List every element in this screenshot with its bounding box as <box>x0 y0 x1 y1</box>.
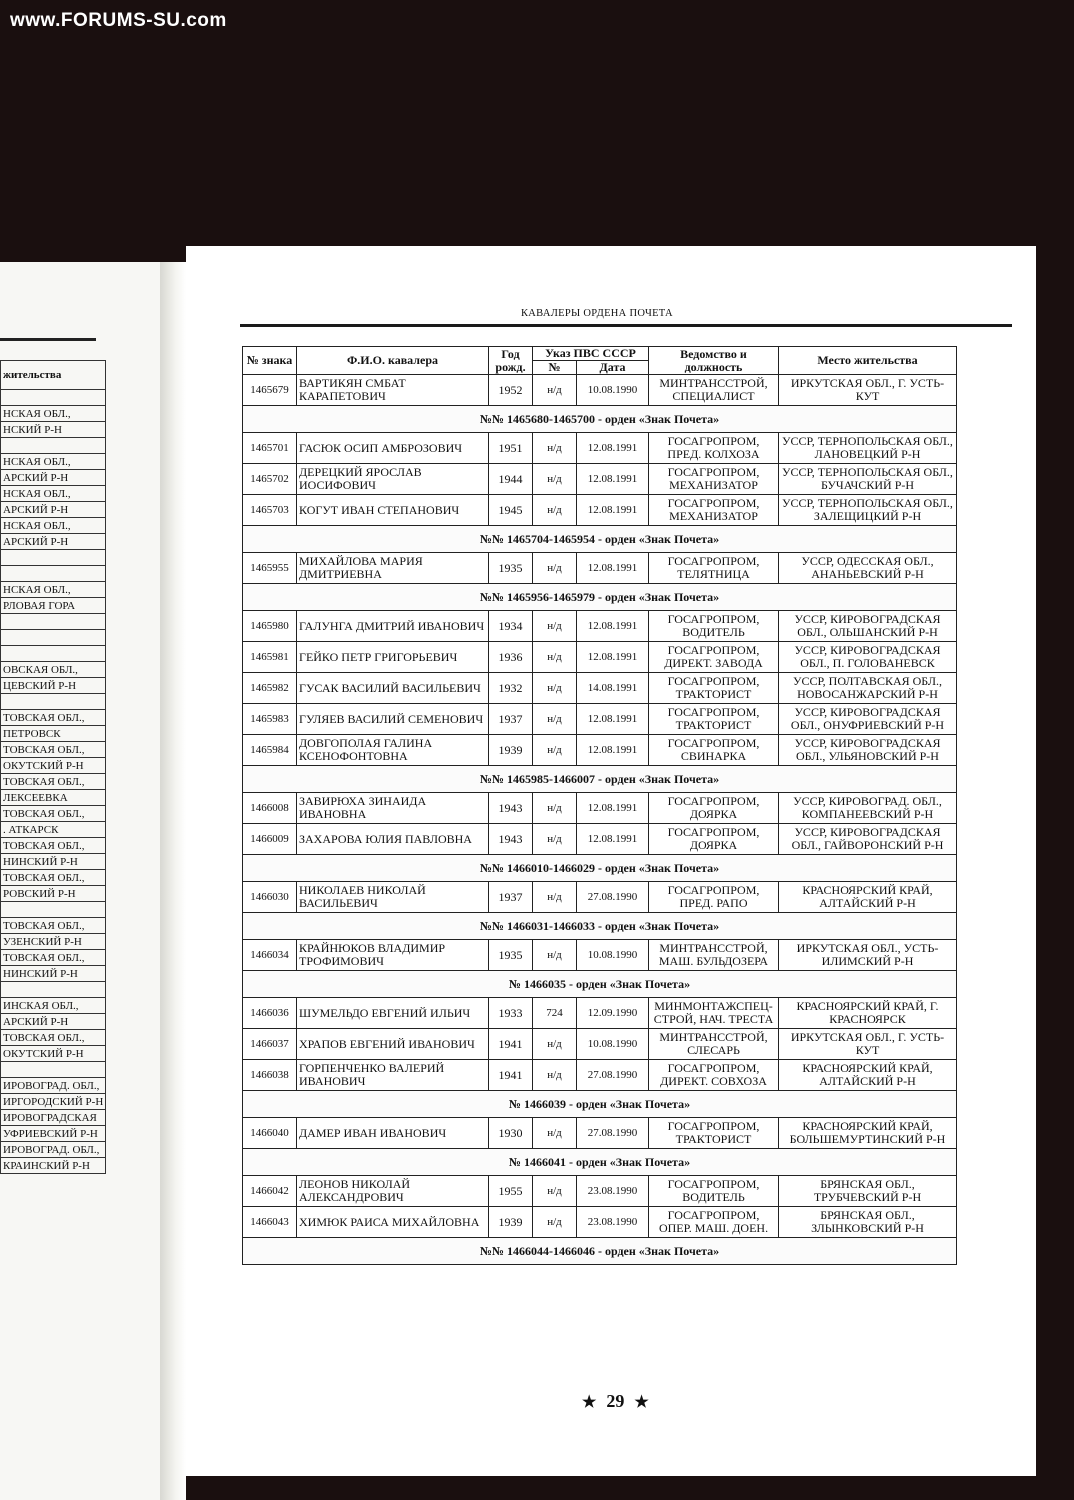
series-band-row <box>243 1149 957 1176</box>
cell-year: 1941 <box>489 1029 533 1060</box>
cell-num: 1466037 <box>243 1029 297 1060</box>
cell-decree-date: 12.08.1991 <box>577 611 649 642</box>
cell-decree-no: н/д <box>533 735 577 766</box>
cell-dept: ГОСАГРОПРОМ, ТРАКТОРИСТ <box>649 704 779 735</box>
cell-year: 1939 <box>489 1207 533 1238</box>
cell-dept: МИНТРАНССТРОЙ, МАШ. БУЛЬДОЗЕРА <box>649 940 779 971</box>
left-cell: ИРОВОГРАДСКАЯ <box>1 1110 106 1126</box>
cell-num: 1466042 <box>243 1176 297 1207</box>
cell-place: УССР, ТЕРНОПОЛЬСКАЯ ОБЛ., БУЧАЧСКИЙ Р-Н <box>779 464 957 495</box>
cell-year: 1935 <box>489 940 533 971</box>
left-cell <box>1 1062 106 1078</box>
cell-name: ГЕЙКО ПЕТР ГРИГОРЬЕВИЧ <box>297 642 489 673</box>
cell-year: 1951 <box>489 433 533 464</box>
cell-dept: МИНТРАНССТРОЙ, СЛЕСАРЬ <box>649 1029 779 1060</box>
table-row <box>243 1207 957 1238</box>
cell-name: ГАСЮК ОСИП АМБРОЗОВИЧ <box>297 433 489 464</box>
left-page <box>0 262 160 1500</box>
cell-place: УССР, КИРОВОГРАДСКАЯ ОБЛ., ОЛЬШАНСКИЙ Р-Н <box>779 611 957 642</box>
left-page-table <box>0 360 106 1174</box>
series-band-row <box>243 913 957 940</box>
table-row <box>243 464 957 495</box>
cell-dept: ГОСАГРОПРОМ, ДИРЕКТ. ЗАВОДА <box>649 642 779 673</box>
cell-name: КОГУТ ИВАН СТЕПАНОВИЧ <box>297 495 489 526</box>
cell-name: ХИМЮК РАИСА МИХАЙЛОВНА <box>297 1207 489 1238</box>
left-cell: НСКАЯ ОБЛ., <box>1 454 106 470</box>
cell-year: 1935 <box>489 553 533 584</box>
left-cell <box>1 438 106 454</box>
cell-place: УССР, КИРОВОГРАДСКАЯ ОБЛ., ОНУФРИЕВСКИЙ Р-Н <box>779 704 957 735</box>
cell-dept: ГОСАГРОПРОМ, ВОДИТЕЛЬ <box>649 1176 779 1207</box>
cell-decree-no: н/д <box>533 704 577 735</box>
left-cell: ТОВСКАЯ ОБЛ., <box>1 950 106 966</box>
cell-decree-no: н/д <box>533 1207 577 1238</box>
col-header-dept: Ведомство и должность <box>649 347 779 375</box>
left-cell: ОКУТСКИЙ Р-Н <box>1 1046 106 1062</box>
cell-dept: ГОСАГРОПРОМ, ПРЕД. КОЛХОЗА <box>649 433 779 464</box>
cell-dept: ГОСАГРОПРОМ, СВИНАРКА <box>649 735 779 766</box>
series-band: №№ 1466031-1466033 - орден «Знак Почета» <box>243 913 957 940</box>
left-cell: ЛЕКСЕЕВКА <box>1 790 106 806</box>
cell-place: БРЯНСКАЯ ОБЛ., ЗЛЫНКОВСКИЙ Р-Н <box>779 1207 957 1238</box>
col-header-decree-date: Дата <box>577 361 649 375</box>
cell-num: 1466009 <box>243 824 297 855</box>
cell-dept: ГОСАГРОПРОМ, ДОЯРКА <box>649 793 779 824</box>
table-row <box>243 1118 957 1149</box>
cell-name: ЗАХАРОВА ЮЛИЯ ПАВЛОВНА <box>297 824 489 855</box>
table-row <box>243 735 957 766</box>
cell-year: 1937 <box>489 704 533 735</box>
cell-year: 1955 <box>489 1176 533 1207</box>
table-row <box>243 998 957 1029</box>
cell-year: 1937 <box>489 882 533 913</box>
cell-decree-date: 10.08.1990 <box>577 375 649 406</box>
cell-num: 1466034 <box>243 940 297 971</box>
cell-name: ВАРТИКЯН СМБАТ КАРАПЕТОВИЧ <box>297 375 489 406</box>
cell-place: КРАСНОЯРСКИЙ КРАЙ, АЛТАЙСКИЙ Р-Н <box>779 1060 957 1091</box>
col-header-decree: Указ ПВС СССР <box>533 347 649 361</box>
cell-num: 1465955 <box>243 553 297 584</box>
table-row <box>243 611 957 642</box>
cell-year: 1933 <box>489 998 533 1029</box>
series-band: №№ 1466044-1466046 - орден «Знак Почета» <box>243 1238 957 1265</box>
left-col-header: жительства <box>1 361 106 390</box>
cell-year: 1941 <box>489 1060 533 1091</box>
cell-place: УССР, ПОЛТАВСКАЯ ОБЛ., НОВОСАНЖАРСКИЙ Р-Н <box>779 673 957 704</box>
left-head-rule <box>0 338 96 341</box>
cell-name: ЗАВИРЮХА ЗИНАИДА ИВАНОВНА <box>297 793 489 824</box>
cell-decree-no: н/д <box>533 464 577 495</box>
cell-num: 1465703 <box>243 495 297 526</box>
cell-num: 1465982 <box>243 673 297 704</box>
cell-decree-no: н/д <box>533 375 577 406</box>
series-band: № 1466041 - орден «Знак Почета» <box>243 1149 957 1176</box>
left-cell <box>1 390 106 406</box>
cell-decree-no: н/д <box>533 793 577 824</box>
cell-num: 1466040 <box>243 1118 297 1149</box>
table-row <box>243 1176 957 1207</box>
left-cell: ПЕТРОВСК <box>1 726 106 742</box>
cell-decree-date: 12.08.1991 <box>577 464 649 495</box>
series-band-row <box>243 971 957 998</box>
series-band-row <box>243 584 957 611</box>
cell-year: 1943 <box>489 824 533 855</box>
cell-dept: ГОСАГРОПРОМ, ОПЕР. МАШ. ДОЕН. <box>649 1207 779 1238</box>
cell-dept: ГОСАГРОПРОМ, ДОЯРКА <box>649 824 779 855</box>
cell-num: 1466008 <box>243 793 297 824</box>
cell-name: КРАЙНЮКОВ ВЛАДИМИР ТРОФИМОВИЧ <box>297 940 489 971</box>
left-cell: НСКАЯ ОБЛ., <box>1 518 106 534</box>
left-cell <box>1 550 106 566</box>
cell-decree-no: н/д <box>533 495 577 526</box>
cell-num: 1465983 <box>243 704 297 735</box>
series-band: № 1466039 - орден «Знак Почета» <box>243 1091 957 1118</box>
left-cell <box>1 614 106 630</box>
left-cell: ОКУТСКИЙ Р-Н <box>1 758 106 774</box>
cell-decree-no: н/д <box>533 940 577 971</box>
left-cell: ТОВСКАЯ ОБЛ., <box>1 742 106 758</box>
series-band-row <box>243 855 957 882</box>
left-cell: НИНСКИЙ Р-Н <box>1 966 106 982</box>
series-band: №№ 1465680-1465700 - орден «Знак Почета» <box>243 406 957 433</box>
left-cell: ОВСКАЯ ОБЛ., <box>1 662 106 678</box>
col-header-decree-no: № <box>533 361 577 375</box>
right-page <box>186 246 1036 1476</box>
left-cell: КРАИНСКИЙ Р-Н <box>1 1158 106 1174</box>
cell-name: ДЕРЕЦКИЙ ЯРОСЛАВ ИОСИФОВИЧ <box>297 464 489 495</box>
cell-decree-date: 12.08.1991 <box>577 642 649 673</box>
cell-name: ГУЛЯЕВ ВАСИЛИЙ СЕМЕНОВИЧ <box>297 704 489 735</box>
cell-place: БРЯНСКАЯ ОБЛ., ТРУБЧЕВСКИЙ Р-Н <box>779 1176 957 1207</box>
left-cell: ИНСКАЯ ОБЛ., <box>1 998 106 1014</box>
left-cell: ЦЕВСКИЙ Р-Н <box>1 678 106 694</box>
series-band: №№ 1465956-1465979 - орден «Знак Почета» <box>243 584 957 611</box>
col-header-name: Ф.И.О. кавалера <box>297 347 489 375</box>
cell-num: 1465679 <box>243 375 297 406</box>
table-row <box>243 553 957 584</box>
left-cell: НСКАЯ ОБЛ., <box>1 406 106 422</box>
col-header-num: № знака <box>243 347 297 375</box>
cell-place: КРАСНОЯРСКИЙ КРАЙ, АЛТАЙСКИЙ Р-Н <box>779 882 957 913</box>
cell-dept: МИНМОНТАЖСПЕЦ-СТРОЙ, НАЧ. ТРЕСТА <box>649 998 779 1029</box>
series-band: №№ 1466010-1466029 - орден «Знак Почета» <box>243 855 957 882</box>
page-number <box>572 1391 659 1412</box>
cell-year: 1943 <box>489 793 533 824</box>
cell-name: ЛЕОНОВ НИКОЛАЙ АЛЕКСАНДРОВИЧ <box>297 1176 489 1207</box>
series-band: №№ 1465704-1465954 - орден «Знак Почета» <box>243 526 957 553</box>
cell-name: ГУСАК ВАСИЛИЙ ВАСИЛЬЕВИЧ <box>297 673 489 704</box>
cell-dept: ГОСАГРОПРОМ, ТЕЛЯТНИЦА <box>649 553 779 584</box>
cell-dept: ГОСАГРОПРОМ, МЕХАНИЗАТОР <box>649 464 779 495</box>
cell-place: УССР, ОДЕССКАЯ ОБЛ., АНАНЬЕВСКИЙ Р-Н <box>779 553 957 584</box>
left-cell <box>1 982 106 998</box>
left-cell: НСКАЯ ОБЛ., <box>1 582 106 598</box>
table-row <box>243 495 957 526</box>
cell-place: ИРКУТСКАЯ ОБЛ., УСТЬ-ИЛИМСКИЙ Р-Н <box>779 940 957 971</box>
table-row <box>243 433 957 464</box>
cell-decree-no: 724 <box>533 998 577 1029</box>
col-header-place: Место жительства <box>779 347 957 375</box>
left-cell: РЛОВАЯ ГОРА <box>1 598 106 614</box>
left-cell: . АТКАРСК <box>1 822 106 838</box>
cell-decree-no: н/д <box>533 1029 577 1060</box>
left-cell: АРСКИЙ Р-Н <box>1 1014 106 1030</box>
left-cell: ИРОВОГРАД. ОБЛ., <box>1 1078 106 1094</box>
cell-year: 1939 <box>489 735 533 766</box>
left-cell: ТОВСКАЯ ОБЛ., <box>1 806 106 822</box>
left-cell: УФРИЕВСКИЙ Р-Н <box>1 1126 106 1142</box>
left-cell: АРСКИЙ Р-Н <box>1 534 106 550</box>
table-row <box>243 375 957 406</box>
cell-name: ГОРПЕНЧЕНКО ВАЛЕРИЙ ИВАНОВИЧ <box>297 1060 489 1091</box>
cell-num: 1465981 <box>243 642 297 673</box>
cell-num: 1466030 <box>243 882 297 913</box>
cell-dept: ГОСАГРОПРОМ, ВОДИТЕЛЬ <box>649 611 779 642</box>
cell-decree-no: н/д <box>533 611 577 642</box>
left-cell: УЗЕНСКИЙ Р-Н <box>1 934 106 950</box>
running-head: КАВАЛЕРЫ ОРДЕНА ПОЧЕТА <box>521 308 673 319</box>
cell-decree-date: 27.08.1990 <box>577 1060 649 1091</box>
left-cell: ИРГОРОДСКИЙ Р-Н <box>1 1094 106 1110</box>
cell-year: 1944 <box>489 464 533 495</box>
cell-decree-no: н/д <box>533 553 577 584</box>
cell-decree-date: 10.08.1990 <box>577 1029 649 1060</box>
series-band-row <box>243 1091 957 1118</box>
cell-place: УССР, КИРОВОГРАДСКАЯ ОБЛ., УЛЬЯНОВСКИЙ Р-Н <box>779 735 957 766</box>
left-cell <box>1 902 106 918</box>
series-band-row <box>243 766 957 793</box>
site-watermark: www.FORUMS-SU.com <box>10 10 227 31</box>
cell-decree-date: 23.08.1990 <box>577 1176 649 1207</box>
cell-name: ДОВГОПОЛАЯ ГАЛИНА КСЕНОФОНТОВНА <box>297 735 489 766</box>
series-band-row <box>243 1238 957 1265</box>
left-cell: АРСКИЙ Р-Н <box>1 502 106 518</box>
cell-num: 1465701 <box>243 433 297 464</box>
head-rule <box>240 324 1012 327</box>
cell-decree-no: н/д <box>533 1118 577 1149</box>
cell-dept: ГОСАГРОПРОМ, ТРАКТОРИСТ <box>649 1118 779 1149</box>
left-cell <box>1 694 106 710</box>
table-row <box>243 882 957 913</box>
cell-decree-no: н/д <box>533 824 577 855</box>
cell-decree-date: 23.08.1990 <box>577 1207 649 1238</box>
col-header-year: Год рожд. <box>489 347 533 375</box>
left-cell: ТОВСКАЯ ОБЛ., <box>1 710 106 726</box>
cell-year: 1952 <box>489 375 533 406</box>
left-cell: РОВСКИЙ Р-Н <box>1 886 106 902</box>
cell-decree-date: 12.09.1990 <box>577 998 649 1029</box>
cell-place: ИРКУТСКАЯ ОБЛ., Г. УСТЬ-КУТ <box>779 1029 957 1060</box>
cell-name: ДАМЕР ИВАН ИВАНОВИЧ <box>297 1118 489 1149</box>
series-band: №№ 1465985-1466007 - орден «Знак Почета» <box>243 766 957 793</box>
cell-decree-date: 14.08.1991 <box>577 673 649 704</box>
star-icon: ★ <box>634 1394 649 1411</box>
cell-decree-no: н/д <box>533 1176 577 1207</box>
cell-dept: ГОСАГРОПРОМ, ДИРЕКТ. СОВХОЗА <box>649 1060 779 1091</box>
cell-place: УССР, КИРОВОГРАДСКАЯ ОБЛ., ГАЙВОРОНСКИЙ Р-Н <box>779 824 957 855</box>
left-cell <box>1 630 106 646</box>
left-cell: НСКИЙ Р-Н <box>1 422 106 438</box>
table-row <box>243 940 957 971</box>
cell-place: КРАСНОЯРСКИЙ КРАЙ, Г. КРАСНОЯРСК <box>779 998 957 1029</box>
table-row <box>243 1060 957 1091</box>
cell-name: ШУМЕЛЬДО ЕВГЕНИЙ ИЛЬИЧ <box>297 998 489 1029</box>
cell-num: 1465702 <box>243 464 297 495</box>
cell-place: УССР, ТЕРНОПОЛЬСКАЯ ОБЛ., ЛАНОВЕЦКИЙ Р-Н <box>779 433 957 464</box>
table-row <box>243 704 957 735</box>
cell-decree-date: 27.08.1990 <box>577 1118 649 1149</box>
cell-decree-date: 12.08.1991 <box>577 735 649 766</box>
left-cell <box>1 646 106 662</box>
cell-name: НИКОЛАЕВ НИКОЛАЙ ВАСИЛЬЕВИЧ <box>297 882 489 913</box>
cell-year: 1945 <box>489 495 533 526</box>
cell-decree-no: н/д <box>533 673 577 704</box>
cell-decree-no: н/д <box>533 642 577 673</box>
table-row <box>243 673 957 704</box>
cell-decree-date: 12.08.1991 <box>577 704 649 735</box>
cell-dept: ГОСАГРОПРОМ, МЕХАНИЗАТОР <box>649 495 779 526</box>
cell-year: 1930 <box>489 1118 533 1149</box>
cell-place: КРАСНОЯРСКИЙ КРАЙ, БОЛЬШЕМУРТИНСКИЙ Р-Н <box>779 1118 957 1149</box>
left-cell <box>1 566 106 582</box>
table-row <box>243 824 957 855</box>
left-cell: ТОВСКАЯ ОБЛ., <box>1 870 106 886</box>
series-band: № 1466035 - орден «Знак Почета» <box>243 971 957 998</box>
cell-decree-date: 12.08.1991 <box>577 793 649 824</box>
cell-num: 1466043 <box>243 1207 297 1238</box>
cell-dept: ГОСАГРОПРОМ, ТРАКТОРИСТ <box>649 673 779 704</box>
table-row <box>243 642 957 673</box>
cell-decree-date: 12.08.1991 <box>577 433 649 464</box>
cell-num: 1465984 <box>243 735 297 766</box>
awards-table <box>242 346 957 1265</box>
left-cell: ТОВСКАЯ ОБЛ., <box>1 774 106 790</box>
left-cell: НИНСКИЙ Р-Н <box>1 854 106 870</box>
left-cell: НСКАЯ ОБЛ., <box>1 486 106 502</box>
cell-decree-date: 12.08.1991 <box>577 824 649 855</box>
cell-place: УССР, КИРОВОГРАД. ОБЛ., КОМПАНЕЕВСКИЙ Р-Н <box>779 793 957 824</box>
cell-decree-date: 27.08.1990 <box>577 882 649 913</box>
cell-year: 1934 <box>489 611 533 642</box>
left-cell: АРСКИЙ Р-Н <box>1 470 106 486</box>
left-cell: ТОВСКАЯ ОБЛ., <box>1 918 106 934</box>
cell-year: 1936 <box>489 642 533 673</box>
cell-place: ИРКУТСКАЯ ОБЛ., Г. УСТЬ-КУТ <box>779 375 957 406</box>
cell-place: УССР, КИРОВОГРАДСКАЯ ОБЛ., П. ГОЛОВАНЕВСК <box>779 642 957 673</box>
cell-num: 1465980 <box>243 611 297 642</box>
cell-name: ГАЛУНГА ДМИТРИЙ ИВАНОВИЧ <box>297 611 489 642</box>
cell-decree-no: н/д <box>533 433 577 464</box>
cell-name: МИХАЙЛОВА МАРИЯ ДМИТРИЕВНА <box>297 553 489 584</box>
left-cell: ИРОВОГРАД. ОБЛ., <box>1 1142 106 1158</box>
book-gutter <box>160 262 186 1500</box>
table-row <box>243 793 957 824</box>
series-band-row <box>243 526 957 553</box>
cell-num: 1466036 <box>243 998 297 1029</box>
cell-decree-date: 12.08.1991 <box>577 495 649 526</box>
left-cell: ТОВСКАЯ ОБЛ., <box>1 1030 106 1046</box>
cell-place: УССР, ТЕРНОПОЛЬСКАЯ ОБЛ., ЗАЛЕЩИЦКИЙ Р-Н <box>779 495 957 526</box>
cell-year: 1932 <box>489 673 533 704</box>
cell-decree-no: н/д <box>533 882 577 913</box>
cell-dept: МИНТРАНССТРОЙ, СПЕЦИАЛИСТ <box>649 375 779 406</box>
star-icon: ★ <box>582 1394 597 1411</box>
cell-num: 1466038 <box>243 1060 297 1091</box>
cell-decree-no: н/д <box>533 1060 577 1091</box>
series-band-row <box>243 406 957 433</box>
left-cell: ТОВСКАЯ ОБЛ., <box>1 838 106 854</box>
page-number-value: 29 <box>606 1391 625 1411</box>
cell-name: ХРАПОВ ЕВГЕНИЙ ИВАНОВИЧ <box>297 1029 489 1060</box>
table-row <box>243 1029 957 1060</box>
cell-decree-date: 12.08.1991 <box>577 553 649 584</box>
cell-dept: ГОСАГРОПРОМ, ПРЕД. РАПО <box>649 882 779 913</box>
cell-decree-date: 10.08.1990 <box>577 940 649 971</box>
